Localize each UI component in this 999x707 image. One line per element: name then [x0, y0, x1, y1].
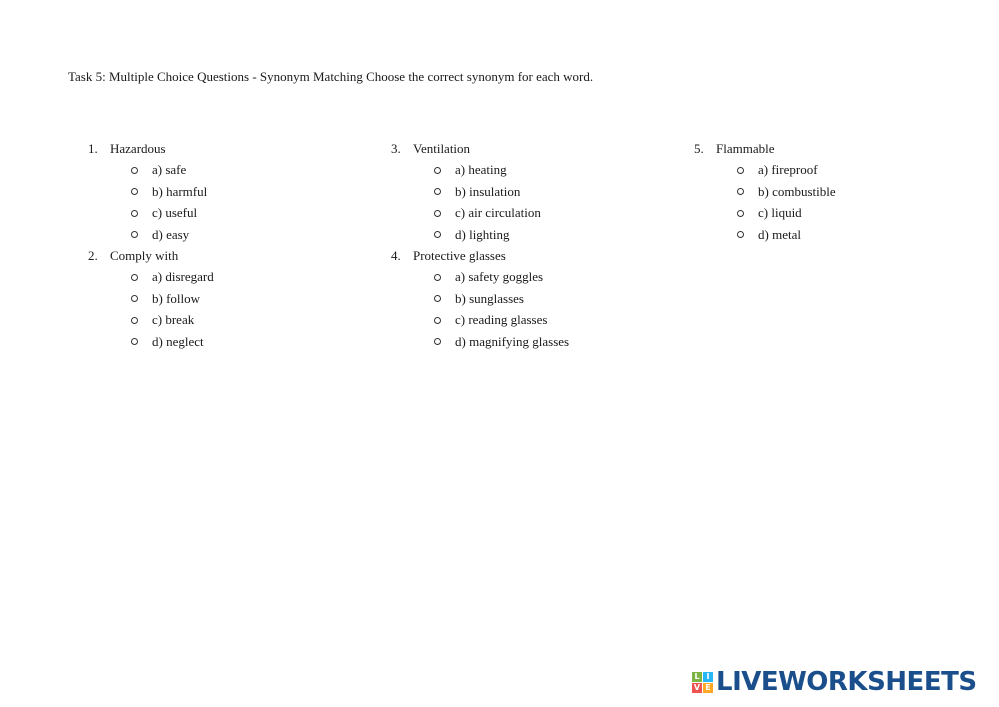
logo-mark-letter: L	[692, 672, 702, 682]
circle-bullet-icon	[737, 188, 744, 195]
circle-bullet-icon	[434, 231, 441, 238]
option-item[interactable]	[391, 202, 681, 223]
circle-bullet-icon	[434, 167, 441, 174]
question-word: Hazardous	[110, 141, 166, 156]
option-item[interactable]	[88, 309, 378, 330]
circle-bullet-icon	[131, 167, 138, 174]
question-word: Ventilation	[413, 141, 471, 156]
circle-bullet-icon	[434, 338, 441, 345]
option-item[interactable]	[88, 202, 378, 223]
question-number: 4.	[391, 247, 401, 263]
circle-bullet-icon	[434, 210, 441, 217]
option-label: a) disregard	[152, 269, 214, 285]
logo-text: LIVEWORKSHEETS	[716, 667, 977, 697]
option-label: c) useful	[152, 205, 198, 221]
circle-bullet-icon	[131, 210, 138, 217]
circle-bullet-icon	[131, 295, 138, 302]
option-label: c) break	[152, 312, 195, 328]
option-item[interactable]	[391, 224, 681, 245]
question-word: Comply with	[110, 247, 179, 263]
option-label: d) neglect	[152, 333, 204, 349]
circle-bullet-icon	[434, 274, 441, 281]
logo-mark-letter: V	[693, 682, 701, 692]
logo-mark-letter: I	[703, 672, 713, 682]
option-label: b) harmful	[152, 183, 208, 199]
liveworksheets-logo[interactable]	[692, 668, 977, 696]
option-item[interactable]	[88, 181, 378, 202]
option-label: b) combustible	[758, 183, 836, 199]
option-label: b) insulation	[455, 183, 521, 199]
option-label: b) follow	[152, 290, 201, 306]
question-header	[88, 138, 378, 159]
option-list	[694, 159, 984, 245]
question-4	[391, 245, 681, 352]
option-item[interactable]	[391, 309, 681, 330]
option-item[interactable]	[88, 159, 378, 180]
question-number: 2.	[88, 247, 98, 263]
circle-bullet-icon	[131, 317, 138, 324]
option-item[interactable]	[694, 202, 984, 223]
question-column-1	[88, 138, 378, 352]
question-number: 3.	[391, 141, 401, 156]
question-header	[88, 245, 378, 266]
option-label: c) reading glasses	[455, 312, 548, 328]
circle-bullet-icon	[131, 338, 138, 345]
logo-mark-icon	[692, 672, 713, 693]
option-item[interactable]	[391, 159, 681, 180]
question-2	[88, 245, 378, 352]
option-label: d) easy	[152, 226, 190, 242]
option-label: a) safe	[152, 162, 187, 178]
circle-bullet-icon	[434, 295, 441, 302]
circle-bullet-icon	[434, 188, 441, 195]
question-word: Flammable	[716, 141, 775, 156]
question-word: Protective glasses	[413, 247, 506, 263]
question-header	[391, 245, 681, 266]
option-label: a) fireproof	[758, 162, 818, 178]
question-5	[694, 138, 984, 245]
circle-bullet-icon	[737, 167, 744, 174]
question-column-3	[694, 138, 984, 245]
question-3	[391, 138, 681, 245]
option-list	[88, 266, 378, 352]
circle-bullet-icon	[131, 274, 138, 281]
option-label: a) heating	[455, 162, 507, 178]
option-label: d) magnifying glasses	[455, 333, 570, 349]
option-item[interactable]	[694, 159, 984, 180]
question-column-2	[391, 138, 681, 352]
logo-mark-letter: E	[703, 683, 713, 693]
question-number: 1.	[88, 141, 98, 156]
option-list	[88, 159, 378, 245]
option-item[interactable]	[88, 266, 378, 287]
option-item[interactable]	[391, 331, 681, 352]
circle-bullet-icon	[131, 231, 138, 238]
circle-bullet-icon	[737, 231, 744, 238]
option-item[interactable]	[391, 181, 681, 202]
circle-bullet-icon	[737, 210, 744, 217]
task-title: Task 5: Multiple Choice Questions - Synonym Matching Choose the correct synonym for each word.	[68, 69, 594, 84]
option-item[interactable]	[694, 224, 984, 245]
option-list	[391, 159, 681, 245]
option-item[interactable]	[88, 288, 378, 309]
option-list	[391, 266, 681, 352]
circle-bullet-icon	[434, 317, 441, 324]
option-item[interactable]	[694, 181, 984, 202]
option-item[interactable]	[391, 266, 681, 287]
question-number: 5.	[694, 141, 704, 156]
option-item[interactable]	[88, 224, 378, 245]
option-label: b) sunglasses	[455, 290, 524, 306]
option-label: c) liquid	[758, 205, 802, 221]
option-item[interactable]	[391, 288, 681, 309]
option-label: c) air circulation	[455, 205, 541, 221]
option-item[interactable]	[88, 331, 378, 352]
question-1	[88, 138, 378, 245]
option-label: d) lighting	[455, 226, 510, 242]
question-header	[694, 138, 984, 159]
option-label: a) safety goggles	[455, 269, 544, 285]
circle-bullet-icon	[131, 188, 138, 195]
option-label: d) metal	[758, 226, 801, 242]
question-header	[391, 138, 681, 159]
